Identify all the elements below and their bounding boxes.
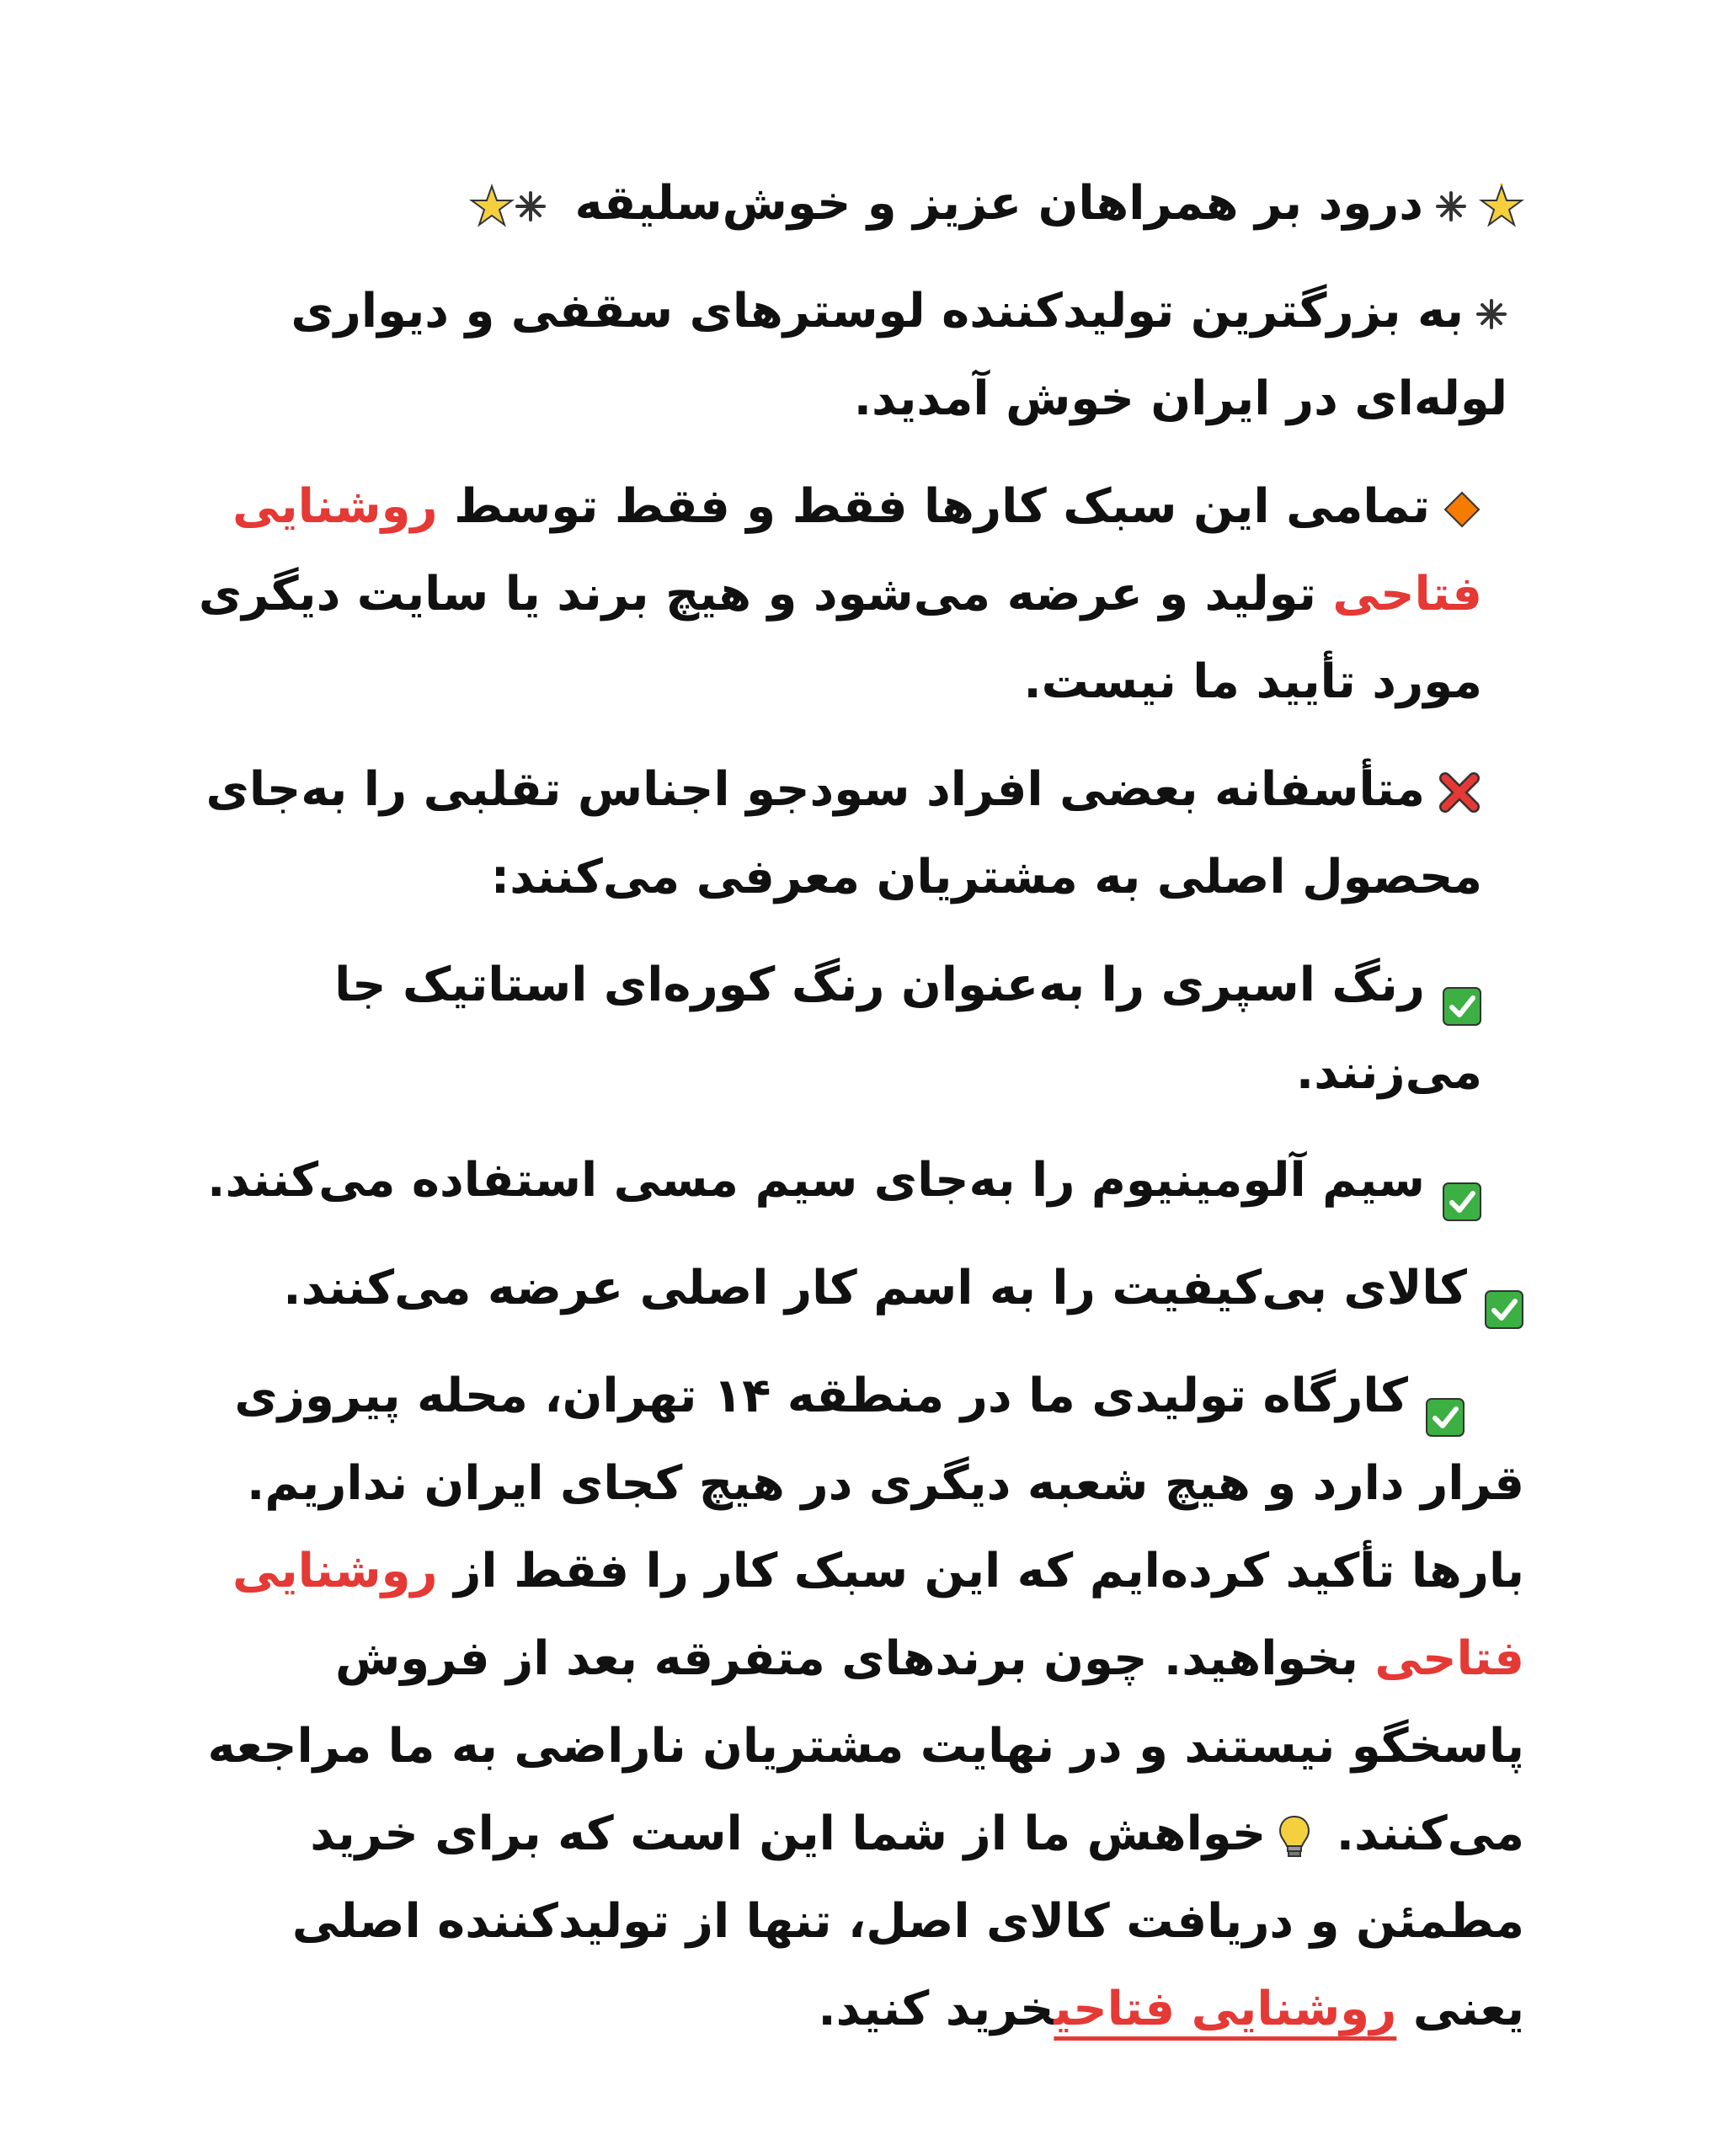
fraud-item-text: کالای بی‌کیفیت را به اسم کار اصلی عرضه می‌کنند. [283,1261,1467,1315]
brand-name-link: روشنایی فتاحی [1054,1982,1397,2036]
sparkle-icon [515,190,547,222]
cross-mark-icon [1437,770,1482,815]
orange-diamond-icon [1442,489,1482,530]
exclusive-text-before: تمامی این سبک کارها فقط و فقط توسط [454,479,1430,534]
glowing-star-icon [469,184,515,229]
exclusive-paragraph [185,463,1524,726]
exclusive-text-after: تولید و عرضه می‌شود و هیچ برند یا سایت دیگری مورد تأیید ما نیست. [198,567,1482,709]
fraud-item-text: سیم آلومینیوم را به‌جای سیم مسی استفاده می‌کنند. [207,1153,1425,1208]
check-mark-icon [1425,1379,1465,1419]
workshop-text-part4: خرید کنید. [818,1982,1054,2036]
list-item [185,942,1524,1117]
sparkle-icon [1435,190,1467,222]
welcome-paragraph [185,268,1524,443]
greeting-line [185,160,1524,248]
workshop-paragraph [185,1353,1524,2053]
check-mark-icon [1442,1163,1482,1203]
sparkle-icon [1475,298,1507,330]
document-body [185,160,1524,2073]
workshop-text-part1: کارگاه تولیدی ما در منطقه ۱۴ تهران، محله پیروزی قرار دارد و هیچ شعبه دیگری در هیچ کجای ایران نداریم. بارها تأکید کرده‌ایم که این سبک کار را فقط از [234,1369,1524,1598]
warning-paragraph [185,746,1524,921]
brand-name: روشنایی فتاحی [232,1544,1524,1686]
check-mark-icon [1484,1271,1524,1311]
welcome-text: به بزرگترین تولیدکننده لوسترهای سقفی و دیواری لوله‌ای در ایران خوش آمدید. [291,284,1507,426]
list-item [185,1245,1524,1332]
warning-text: متأسفانه بعضی افراد سودجو اجناس تقلبی را به‌جای محصول اصلی به مشتریان معرفی می‌کنند: [205,762,1482,905]
light-bulb-icon [1278,1814,1311,1860]
fraud-item-text: رنگ اسپری را به‌عنوان رنگ کوره‌ای استاتیک جا می‌زنند. [334,958,1482,1100]
brand-name: روشنایی فتاحی [232,479,1482,622]
check-mark-icon [1442,968,1482,1008]
workshop-text-part3: خواهش ما از شما این است که برای خرید مطمئن و دریافت کالای اصل، تنها از تولیدکننده اصلی یعنی [291,1806,1524,2036]
greeting-text: درود بر همراهان عزیز و خوش‌سلیقه [574,176,1423,231]
glowing-star-icon [1479,184,1524,229]
workshop-text-part2: بخواهید. چون برندهای متفرقه بعد از فروش پاسخگو نیستند و در نهایت مشتریان ناراضی به ما مراجعه می‌کنند. [207,1631,1524,1861]
list-item [185,1137,1524,1225]
